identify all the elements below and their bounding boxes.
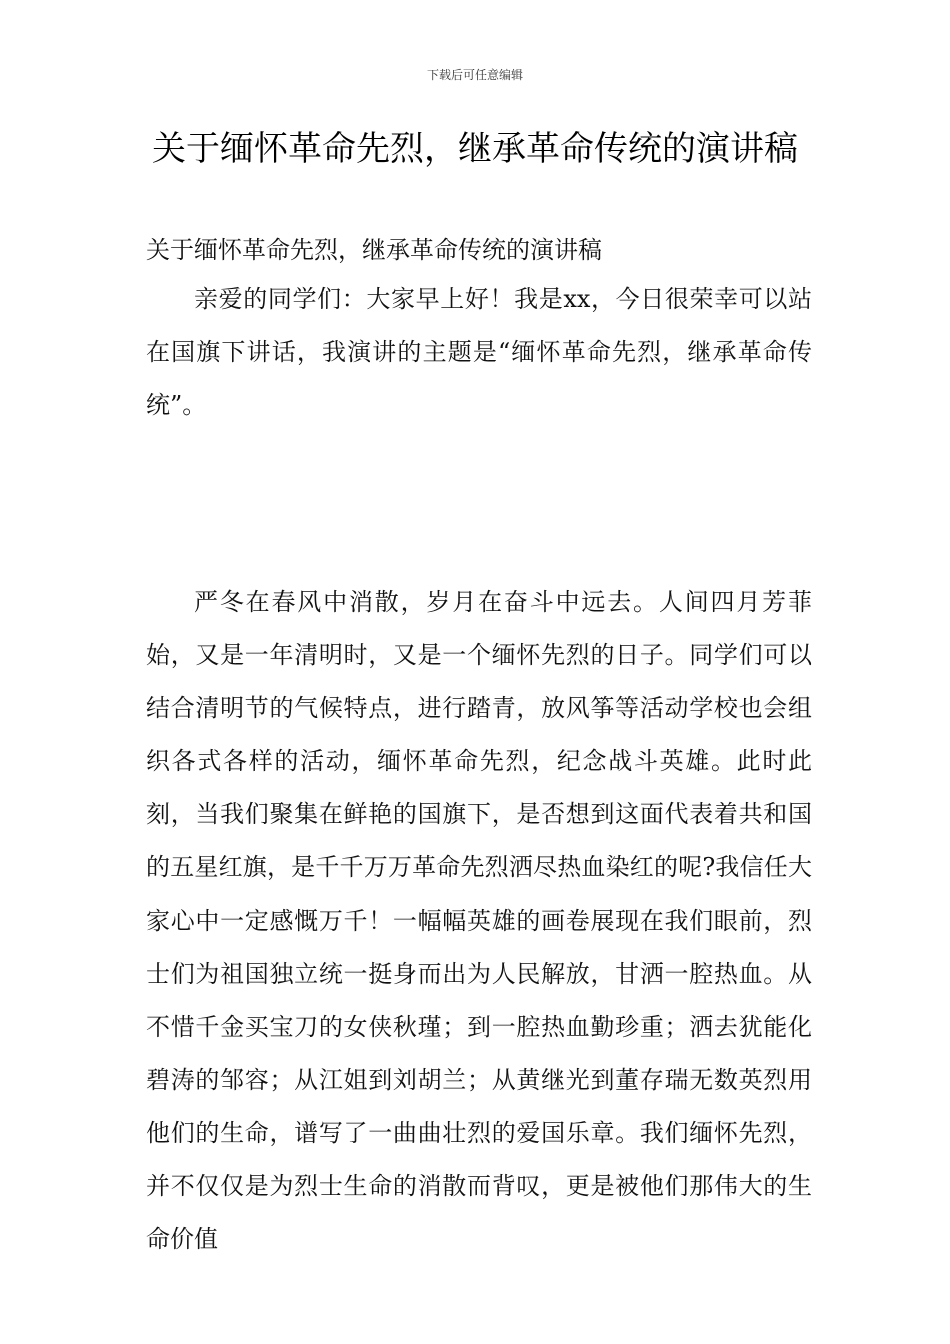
page-header-note: 下载后可任意编辑 [426,68,523,82]
paragraph-body: 严冬在春风中消散，岁月在奋斗中远去。人间四月芳菲始，又是一年清明时，又是一个缅怀先烈的日子。同学们可以结合清明节的气候特点，进行踏青，放风筝等活动学校也会组织各式各样的活动，缅怀革命先烈，纪念战斗英雄。此时此刻，当我们聚集在鲜艳的国旗下，是否想到这面代表着共和国的五星红旗，是千千万万革命先烈洒尽热血染红的呢?我信任大家心中一定感慨万千！一幅幅英雄的画卷展现在我们眼前，烈士们为祖国独立统一挺身而出为人民解放，甘洒一腔热血。从不惜千金买宝刀的女侠秋瑾；到一腔热血勤珍重；洒去犹能化碧涛的邹容；从江姐到刘胡兰；从黄继光到董存瑞无数英烈用他们的生命，谱写了一曲曲壮烈的爱国乐章。我们缅怀先烈，并不仅仅是为烈士生命的消散而背叹，更是被他们那伟大的生命价值 [146,588,812,1254]
paragraph-greeting: 亲爱的同学们：大家早上好！我是xx，今日很荣幸可以站在国旗下讲话，我演讲的主题是“缅怀革命先烈，继承革命传统”。 [146,285,812,420]
document-subtitle: 关于缅怀革命先烈，继承革命传统的演讲稿 [146,236,602,264]
document-title: 关于缅怀革命先烈，继承革命传统的演讲稿 [152,129,798,169]
